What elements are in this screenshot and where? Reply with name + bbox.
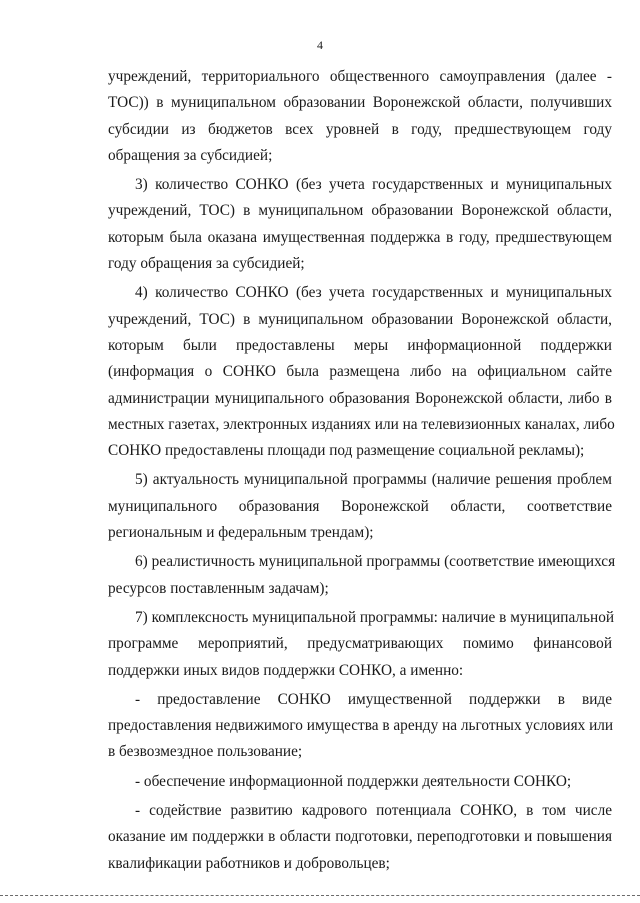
text-line: - предоставление СОНКО имущественной поддержки в виде <box>135 690 612 708</box>
text-line: квалификации работников и добровольцев; <box>108 854 390 872</box>
document-body <box>108 64 616 877</box>
text-line: - обеспечение информационной поддержки деятельности СОНКО; <box>135 772 572 790</box>
page-number: 4 <box>317 38 323 52</box>
text-line: местных газетах, электронных изданиях или на телевизионных каналах, либо <box>108 415 615 433</box>
paragraph-item-7 <box>108 605 615 684</box>
text-line: администрации муниципального образования Воронежской области, либо в <box>108 389 612 407</box>
text-line: - содействие развитию кадрового потенциала СОНКО, в том числе <box>135 802 612 820</box>
text-line: программе мероприятий, предусматривающих помимо финансовой <box>108 635 612 653</box>
text-line: 4) количество СОНКО (без учета государственных и муниципальных <box>135 284 612 302</box>
text-line: поддержки иных видов поддержки СОНКО, а именно: <box>108 661 464 679</box>
paragraph-item-3 <box>108 172 612 277</box>
paragraph-item-5 <box>108 467 612 546</box>
text-line: (информация о СОНКО была размещена либо на официальном сайте <box>108 363 612 381</box>
text-line: субсидии из бюджетов всех уровней в году, предшествующем году <box>108 120 612 138</box>
text-line: СОНКО предоставлены площади под размещение социальной рекламы); <box>108 442 585 460</box>
text-line: обращения за субсидией; <box>108 146 273 164</box>
text-line: предоставления недвижимого имущества в аренду на льготных условиях или <box>108 717 614 735</box>
text-line: региональным и федеральным трендам); <box>108 524 374 542</box>
list-item-personnel-development <box>108 798 612 877</box>
text-line: оказание им поддержки в области подготовки, переподготовки и повышения <box>108 828 612 846</box>
text-line: которым были предоставлены меры информационной поддержки <box>108 336 612 354</box>
paragraph-item-6 <box>108 549 616 602</box>
paragraph-continuation <box>108 64 612 169</box>
text-line: которым была оказана имущественная поддержка в году, предшествующем <box>108 228 612 246</box>
paragraph-item-4 <box>108 280 615 464</box>
list-item-information-support <box>108 769 612 795</box>
text-line: 5) актуальность муниципальной программы (наличие решения проблем <box>135 471 612 489</box>
text-line: ресурсов поставленным задачам); <box>108 579 329 597</box>
text-line: учреждений, ТОС) в муниципальном образовании Воронежской области, <box>108 310 612 328</box>
text-line: учреждений, территориального общественного самоуправления (далее - <box>108 68 612 85</box>
text-line: году обращения за субсидией; <box>108 255 305 273</box>
scan-edge-line <box>0 895 640 896</box>
text-line: 3) количество СОНКО (без учета государственных и муниципальных <box>135 176 612 194</box>
text-line: в безвозмездное пользование; <box>108 743 303 761</box>
list-item-property-support <box>108 687 612 766</box>
text-line: ТОС)) в муниципальном образовании Воронежской области, получивших <box>108 94 612 112</box>
text-line: муниципального образования Воронежской области, соответствие <box>108 497 612 515</box>
text-line: 6) реалистичность муниципальной программы (соответствие имеющихся <box>135 553 616 571</box>
text-line: 7) комплексность муниципальной программы: наличие в муниципальной <box>135 608 615 626</box>
text-line: учреждений, ТОС) в муниципальном образовании Воронежской области, <box>108 202 612 220</box>
